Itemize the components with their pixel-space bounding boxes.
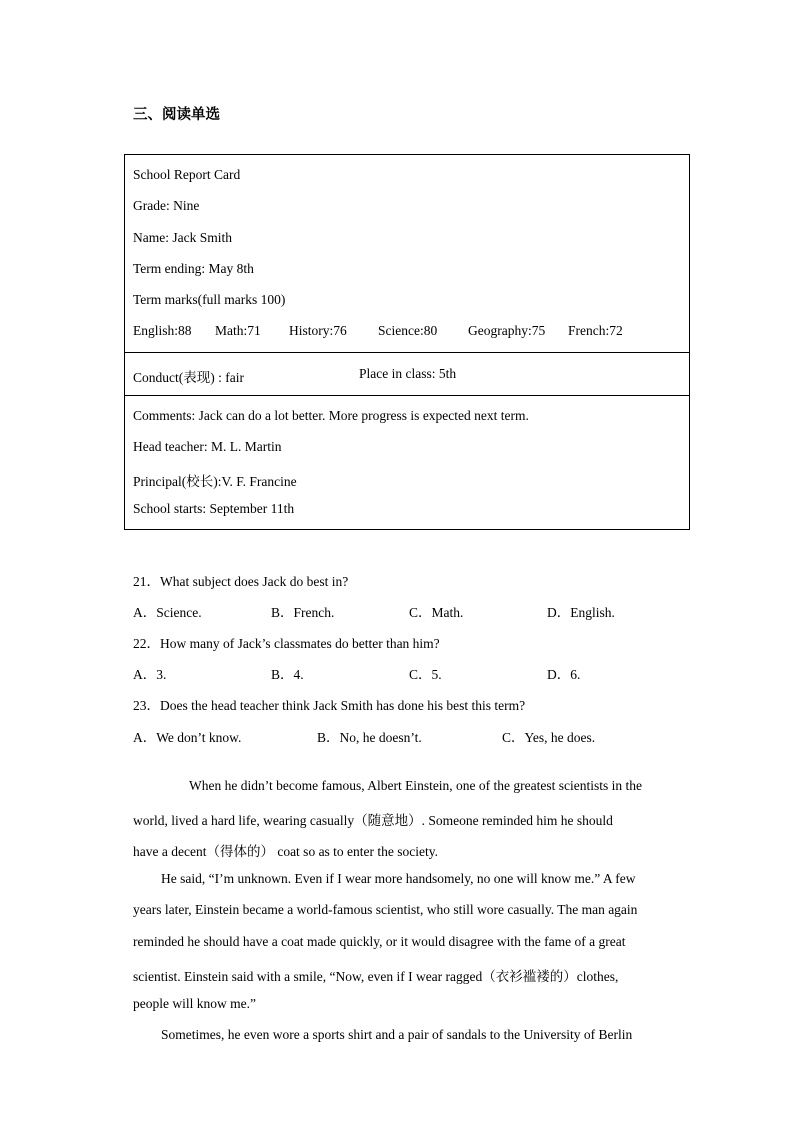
place-line: Place in class: 5th	[359, 366, 457, 381]
question-option[interactable]: D．English.	[547, 605, 615, 620]
mark-science: Science:80	[378, 323, 438, 338]
passage-line: world, lived a hard life, wearing casually（随意地）. Someone reminded him he should	[133, 813, 613, 828]
divider	[125, 352, 689, 353]
question-option[interactable]: B．4.	[271, 667, 304, 682]
question-option[interactable]: A．3.	[133, 667, 167, 682]
passage-line: He said, “I’m unknown. Even if I wear more handsomely, no one will know me.” A few	[161, 871, 636, 886]
comments-line: Comments: Jack can do a lot better. More progress is expected next term.	[133, 408, 529, 423]
name-line: Name: Jack Smith	[133, 230, 232, 245]
passage-line: years later, Einstein became a world-famous scientist, who still wore casually. The man again	[133, 902, 638, 917]
conduct-line: Conduct(表现) : fair	[133, 370, 244, 385]
section-title: 三、阅读单选	[133, 107, 220, 123]
principal-line: Principal(校长):V. F. Francine	[133, 474, 297, 489]
question-stem: 21．What subject does Jack do best in?	[133, 574, 349, 589]
term-ending-line: Term ending: May 8th	[133, 261, 254, 276]
mark-geography: Geography:75	[468, 323, 546, 338]
report-card	[124, 154, 690, 530]
mark-history: History:76	[289, 323, 347, 338]
question-option[interactable]: C．Math.	[409, 605, 464, 620]
report-card-title: School Report Card	[133, 167, 241, 182]
question-option[interactable]: A．Science.	[133, 605, 202, 620]
head-teacher-line: Head teacher: M. L. Martin	[133, 439, 282, 454]
question-stem: 23．Does the head teacher think Jack Smith has done his best this term?	[133, 698, 526, 713]
mark-math: Math:71	[215, 323, 261, 338]
passage-line: scientist. Einstein said with a smile, “Now, even if I wear ragged（衣衫褴褛的）clothes,	[133, 969, 619, 984]
question-option[interactable]: C．5.	[409, 667, 442, 682]
passage-line: Sometimes, he even wore a sports shirt and a pair of sandals to the University of Berlin	[161, 1027, 633, 1042]
question-stem: 22．How many of Jack’s classmates do better than him?	[133, 636, 440, 651]
passage-line: people will know me.”	[133, 996, 256, 1011]
passage-line: reminded he should have a coat made quickly, or it would disagree with the fame of a great	[133, 934, 626, 949]
grade-line: Grade: Nine	[133, 198, 200, 213]
divider	[125, 395, 689, 396]
question-option[interactable]: C．Yes, he does.	[502, 730, 596, 745]
question-option[interactable]: B．No, he doesn’t.	[317, 730, 422, 745]
question-option[interactable]: A．We don’t know.	[133, 730, 242, 745]
passage-line: When he didn’t become famous, Albert Einstein, one of the greatest scientists in the	[189, 778, 643, 793]
school-starts-line: School starts: September 11th	[133, 501, 295, 516]
question-option[interactable]: B．French.	[271, 605, 335, 620]
passage-line: have a decent（得体的） coat so as to enter the society.	[133, 844, 439, 859]
mark-english: English:88	[133, 323, 192, 338]
question-option[interactable]: D．6.	[547, 667, 581, 682]
mark-french: French:72	[568, 323, 623, 338]
term-marks-line: Term marks(full marks 100)	[133, 292, 286, 307]
